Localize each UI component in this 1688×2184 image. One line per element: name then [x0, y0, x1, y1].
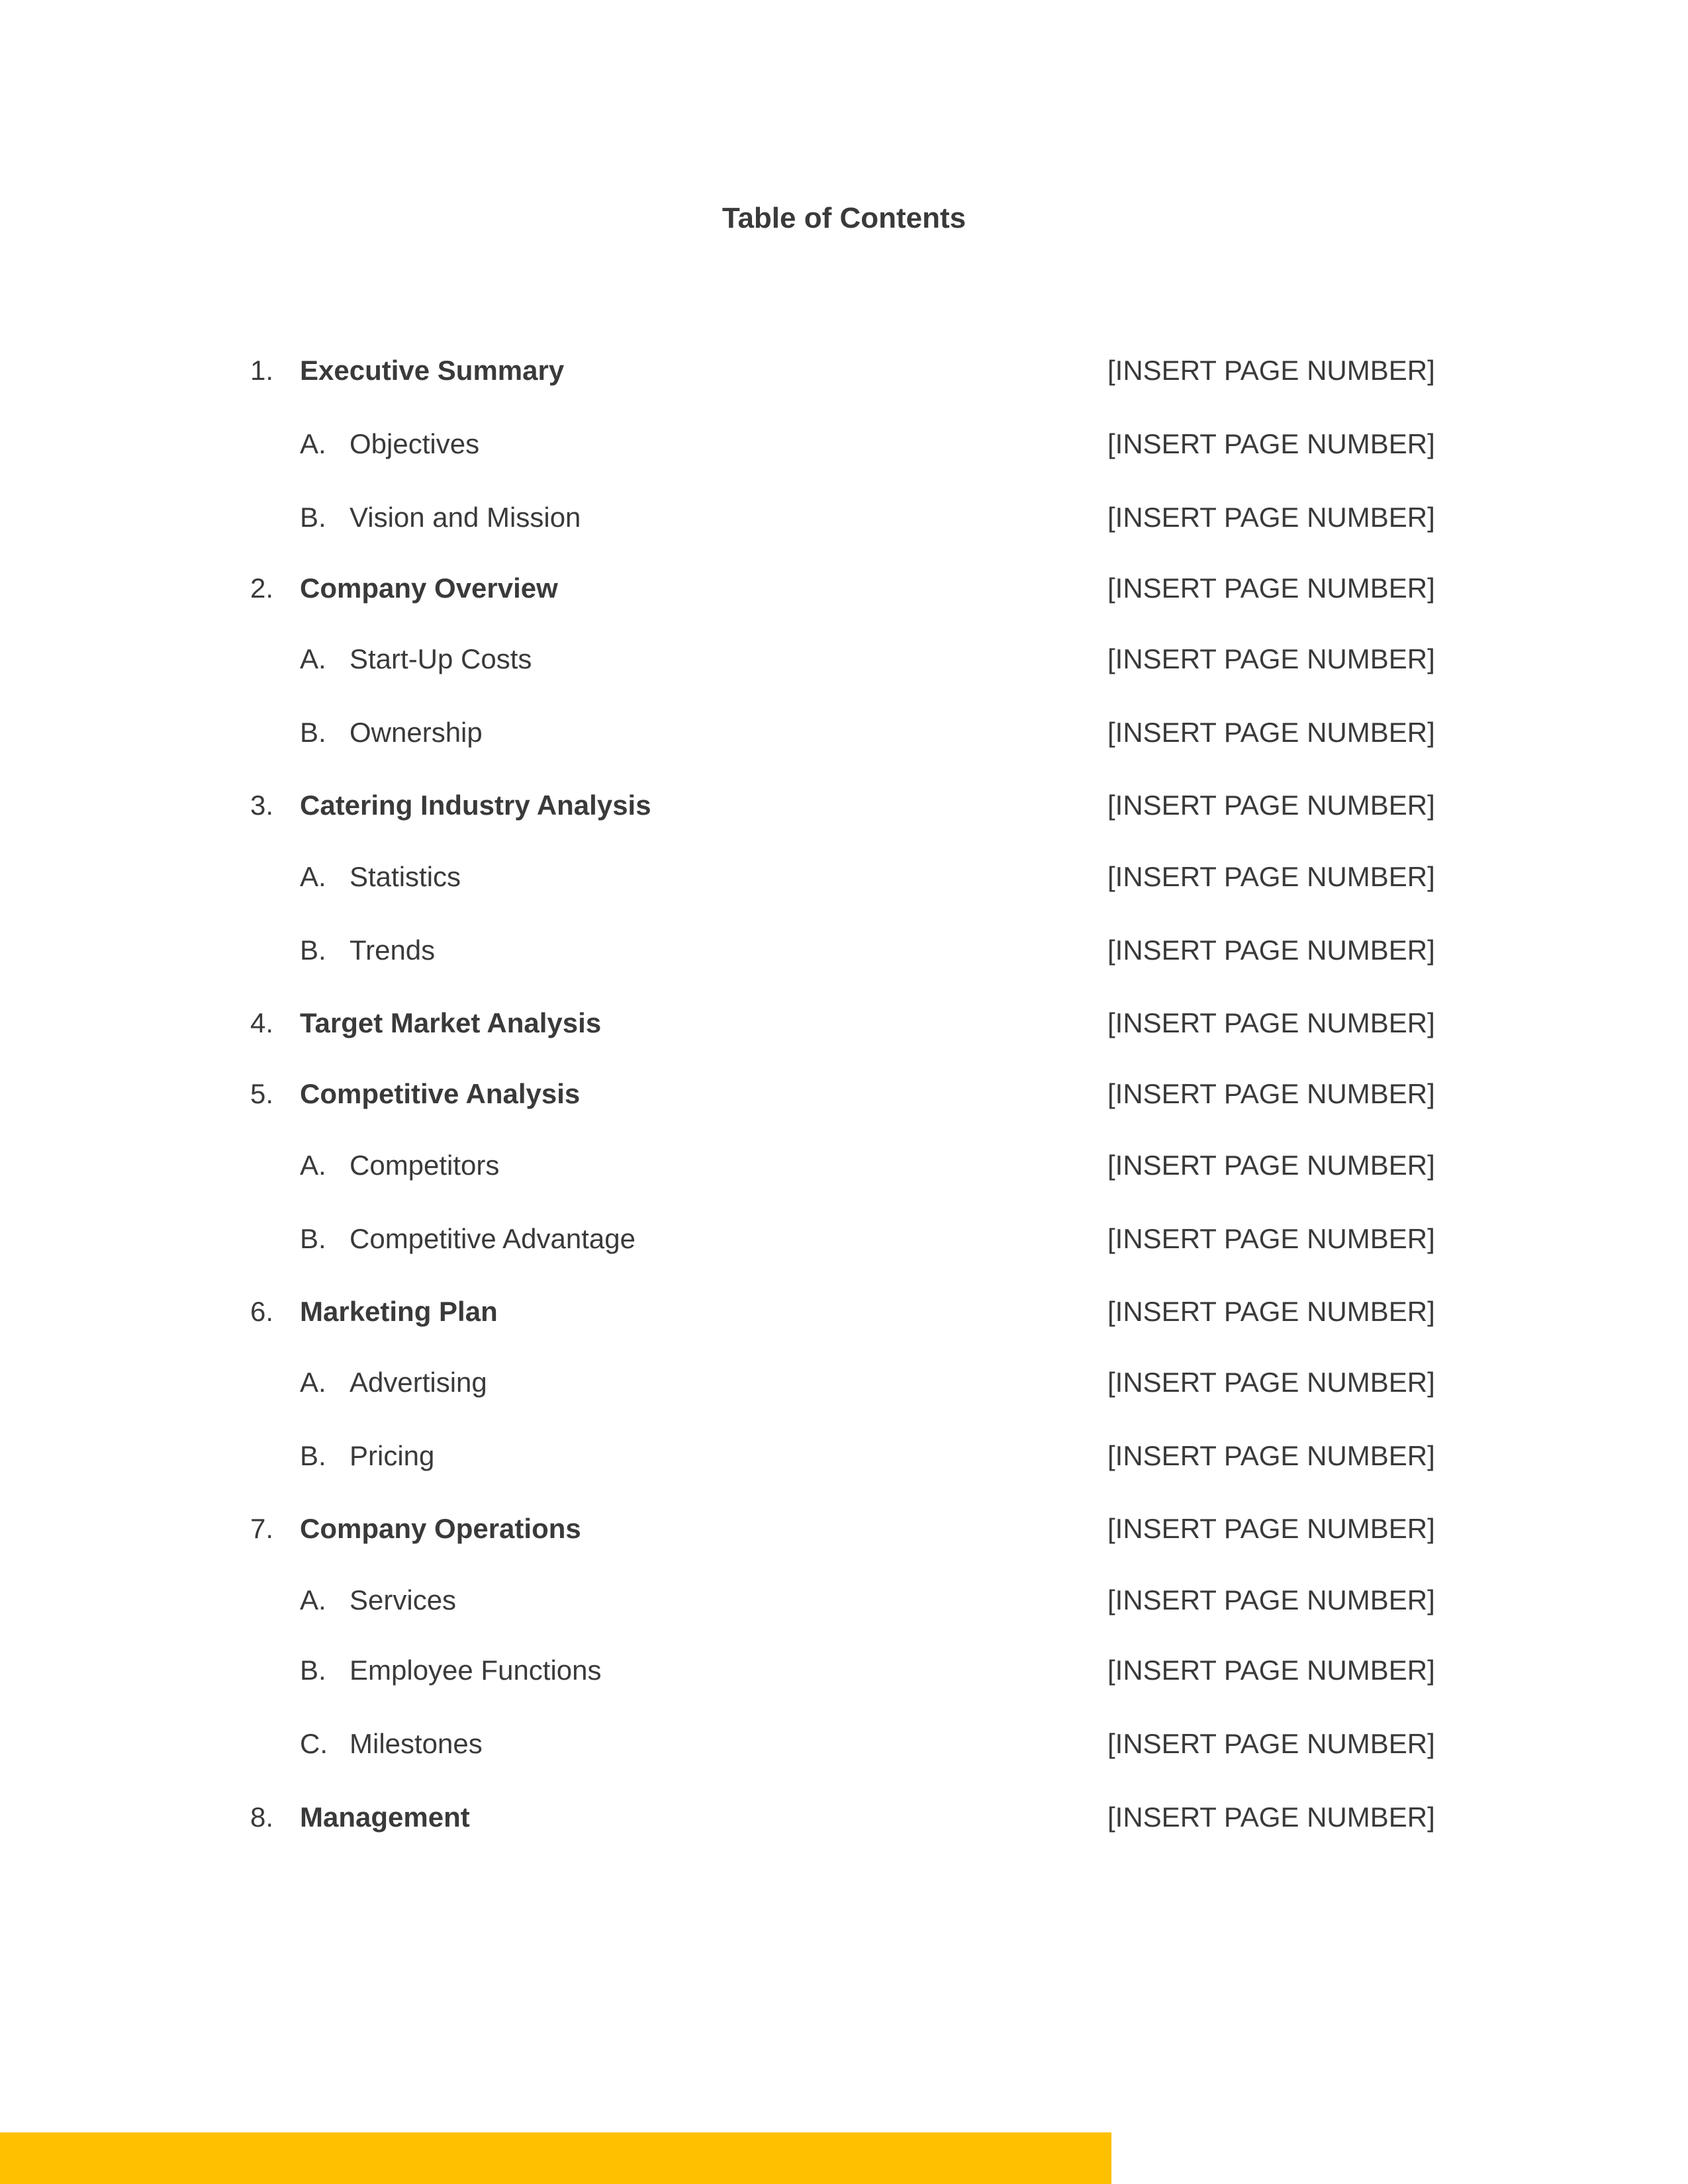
- toc-entry-page-number: [INSERT PAGE NUMBER]: [1107, 1440, 1435, 1471]
- toc-entry-label: Competitive Analysis: [300, 1078, 581, 1109]
- toc-subsection-entry: [0, 1436, 1688, 1476]
- toc-entry-label: Start-Up Costs: [350, 643, 532, 674]
- toc-entry-page-number: [INSERT PAGE NUMBER]: [1107, 502, 1435, 533]
- toc-entry-marker: B.: [300, 1655, 326, 1686]
- toc-entry-label: Ownership: [350, 717, 483, 748]
- toc-entry-page-number: [INSERT PAGE NUMBER]: [1107, 934, 1435, 966]
- toc-entry-marker: B.: [300, 502, 326, 533]
- toc-entry-label: Catering Industry Analysis: [300, 790, 651, 821]
- toc-entry-marker: A.: [300, 428, 326, 459]
- toc-subsection-entry: [0, 1724, 1688, 1764]
- toc-entry-marker: A.: [300, 1150, 326, 1181]
- toc-entry-marker: 6.: [250, 1296, 274, 1327]
- toc-entry-label: Objectives: [350, 428, 480, 459]
- toc-entry-marker: 4.: [250, 1007, 274, 1038]
- toc-entry-marker: A.: [300, 1367, 326, 1398]
- toc-section-entry: [0, 1074, 1688, 1114]
- toc-entry-label: Trends: [350, 934, 436, 966]
- toc-subsection-entry: [0, 1146, 1688, 1185]
- toc-entry-label: Marketing Plan: [300, 1296, 498, 1327]
- toc-subsection-entry: [0, 1580, 1688, 1620]
- toc-entry-marker: 1.: [250, 355, 274, 386]
- toc-entry-page-number: [INSERT PAGE NUMBER]: [1107, 1150, 1435, 1181]
- toc-entry-page-number: [INSERT PAGE NUMBER]: [1107, 572, 1435, 604]
- toc-entry-page-number: [INSERT PAGE NUMBER]: [1107, 1513, 1435, 1544]
- toc-entry-marker: 7.: [250, 1513, 274, 1544]
- toc-entry-label: Target Market Analysis: [300, 1007, 602, 1038]
- toc-entry-page-number: [INSERT PAGE NUMBER]: [1107, 1296, 1435, 1327]
- toc-entry-page-number: [INSERT PAGE NUMBER]: [1107, 1078, 1435, 1109]
- toc-entry-marker: B.: [300, 934, 326, 966]
- toc-section-entry: [0, 786, 1688, 825]
- toc-entry-label: Executive Summary: [300, 355, 565, 386]
- toc-entry-label: Vision and Mission: [350, 502, 581, 533]
- toc-subsection-entry: [0, 857, 1688, 897]
- toc-entry-page-number: [INSERT PAGE NUMBER]: [1107, 1007, 1435, 1038]
- toc-entry-marker: B.: [300, 717, 326, 748]
- toc-section-entry: [0, 1509, 1688, 1549]
- toc-subsection-entry: [0, 639, 1688, 679]
- toc-entry-page-number: [INSERT PAGE NUMBER]: [1107, 1584, 1435, 1615]
- toc-section-entry: [0, 569, 1688, 608]
- toc-subsection-entry: [0, 713, 1688, 752]
- toc-entry-marker: A.: [300, 643, 326, 674]
- toc-entry-label: Company Operations: [300, 1513, 581, 1544]
- toc-entry-label: Pricing: [350, 1440, 435, 1471]
- toc-subsection-entry: [0, 424, 1688, 464]
- page-title: Table of Contents: [722, 202, 966, 234]
- footer-accent-bar: [0, 2132, 1111, 2184]
- toc-subsection-entry: [0, 1363, 1688, 1402]
- toc-section-entry: [0, 1797, 1688, 1837]
- toc-entry-marker: B.: [300, 1223, 326, 1254]
- toc-entry-label: Statistics: [350, 861, 461, 892]
- toc-section-entry: [0, 1292, 1688, 1332]
- toc-entry-page-number: [INSERT PAGE NUMBER]: [1107, 1367, 1435, 1398]
- toc-entry-marker: C.: [300, 1728, 328, 1759]
- toc-entry-label: Milestones: [350, 1728, 483, 1759]
- toc-entry-page-number: [INSERT PAGE NUMBER]: [1107, 1655, 1435, 1686]
- toc-entry-page-number: [INSERT PAGE NUMBER]: [1107, 717, 1435, 748]
- toc-entry-marker: 8.: [250, 1801, 274, 1833]
- toc-entry-label: Company Overview: [300, 572, 558, 604]
- toc-entry-label: Competitors: [350, 1150, 500, 1181]
- toc-subsection-entry: [0, 931, 1688, 970]
- toc-entry-page-number: [INSERT PAGE NUMBER]: [1107, 428, 1435, 459]
- toc-entry-page-number: [INSERT PAGE NUMBER]: [1107, 355, 1435, 386]
- toc-entry-marker: B.: [300, 1440, 326, 1471]
- toc-entry-marker: 5.: [250, 1078, 274, 1109]
- toc-entry-label: Services: [350, 1584, 457, 1615]
- toc-entry-page-number: [INSERT PAGE NUMBER]: [1107, 1728, 1435, 1759]
- toc-entry-page-number: [INSERT PAGE NUMBER]: [1107, 790, 1435, 821]
- toc-section-entry: [0, 351, 1688, 390]
- toc-entry-marker: 2.: [250, 572, 274, 604]
- toc-entry-marker: 3.: [250, 790, 274, 821]
- toc-entry-page-number: [INSERT PAGE NUMBER]: [1107, 1801, 1435, 1833]
- toc-entry-label: Advertising: [350, 1367, 487, 1398]
- toc-entry-page-number: [INSERT PAGE NUMBER]: [1107, 1223, 1435, 1254]
- toc-entry-marker: A.: [300, 861, 326, 892]
- toc-subsection-entry: [0, 1651, 1688, 1690]
- toc-entry-marker: A.: [300, 1584, 326, 1615]
- toc-entry-label: Management: [300, 1801, 470, 1833]
- toc-entry-label: Competitive Advantage: [350, 1223, 635, 1254]
- toc-entry-label: Employee Functions: [350, 1655, 602, 1686]
- toc-subsection-entry: [0, 1219, 1688, 1259]
- toc-entry-page-number: [INSERT PAGE NUMBER]: [1107, 643, 1435, 674]
- toc-section-entry: [0, 1003, 1688, 1043]
- toc-subsection-entry: [0, 498, 1688, 537]
- toc-entry-page-number: [INSERT PAGE NUMBER]: [1107, 861, 1435, 892]
